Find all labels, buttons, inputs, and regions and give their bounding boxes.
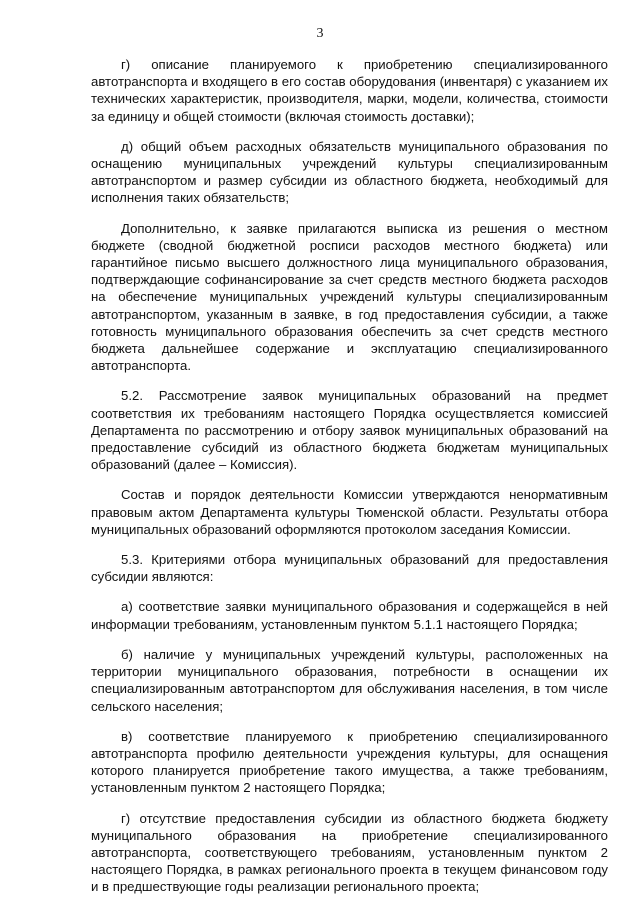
paragraph-item-g-description: г) описание планируемого к приобретению специализированного автотранспорта и входящего в его состав оборудования (инвентаря) с указанием их технических характеристик, производителя, марки, модели, количества, стоимости за единицу и общей стоимости (включая стоимость доставки);: [91, 57, 608, 124]
paragraph-criterion-g: г) отсутствие предоставления субсидии из областного бюджета бюджету муниципального образования на приобретение специализированного автотранспорта, соответствующего требованиям, установленным пунктом 2 настоящего Порядка, в рамках регионального проекта в текущем финансовом году и в предшествующие годы реализации регионального проекта;: [91, 810, 608, 895]
paragraph-additional-documents: Дополнительно, к заявке прилагаются выписка из решения о местном бюджете (сводной бюджетной росписи расходов местного бюджета) или гарантийное письмо высшего должностного лица муниципального образования, подтверждающие софинансирование за счет средств местного бюджета расходов на обеспечение муниципальных учреждений культуры специализированным автотранспортом, указанным в заявке, в год предоставления субсидии, а также готовность муниципального образования обеспечить за счет средств местного бюджета дальнейшее содержание и эксплуатацию специализированного автотранспорта.: [91, 220, 608, 374]
paragraph-criterion-v: в) соответствие планируемого к приобретению специализированного автотранспорта профилю деятельности учреждения культуры, для оснащения которого планируется приобретение такого имущества, а также требованиям, установленным пунктом 2 настоящего Порядка;: [91, 728, 608, 796]
paragraph-criterion-b: б) наличие у муниципальных учреждений культуры, расположенных на территории муниципального образования, потребности в оснащении их специализированным автотранспортом для обслуживания населения, в том числе сельского населения;: [91, 646, 608, 714]
paragraph-item-d-obligations: д) общий объем расходных обязательств муниципального образования по оснащению муниципальных учреждений культуры специализированным автотранспортом и размер субсидии из областного бюджета, необходимый для исполнения таких обязательств;: [91, 138, 608, 206]
paragraph-section-5-3: 5.3. Критериями отбора муниципальных образований для предоставления субсидии являются:: [91, 552, 608, 585]
page-number: 3: [316, 26, 324, 41]
document-body: [91, 56, 608, 909]
paragraph-criterion-a: а) соответствие заявки муниципального образования и содержащейся в ней информации требованиям, установленным пунктом 5.1.1 настоящего Порядка;: [91, 599, 608, 632]
paragraph-commission-composition: Состав и порядок деятельности Комиссии утверждаются ненормативным правовым актом Департамента культуры Тюменской области. Результаты отбора муниципальных образований оформляются протоколом заседания Комиссии.: [91, 487, 608, 537]
paragraph-section-5-2: 5.2. Рассмотрение заявок муниципальных образований на предмет соответствия их требованиям настоящего Порядка осуществляется комиссией Департамента по рассмотрению и отбору заявок муниципальных образований на предоставление субсидий из областного бюджета бюджетам муниципальных образований (далее – Комиссия).: [91, 388, 608, 473]
